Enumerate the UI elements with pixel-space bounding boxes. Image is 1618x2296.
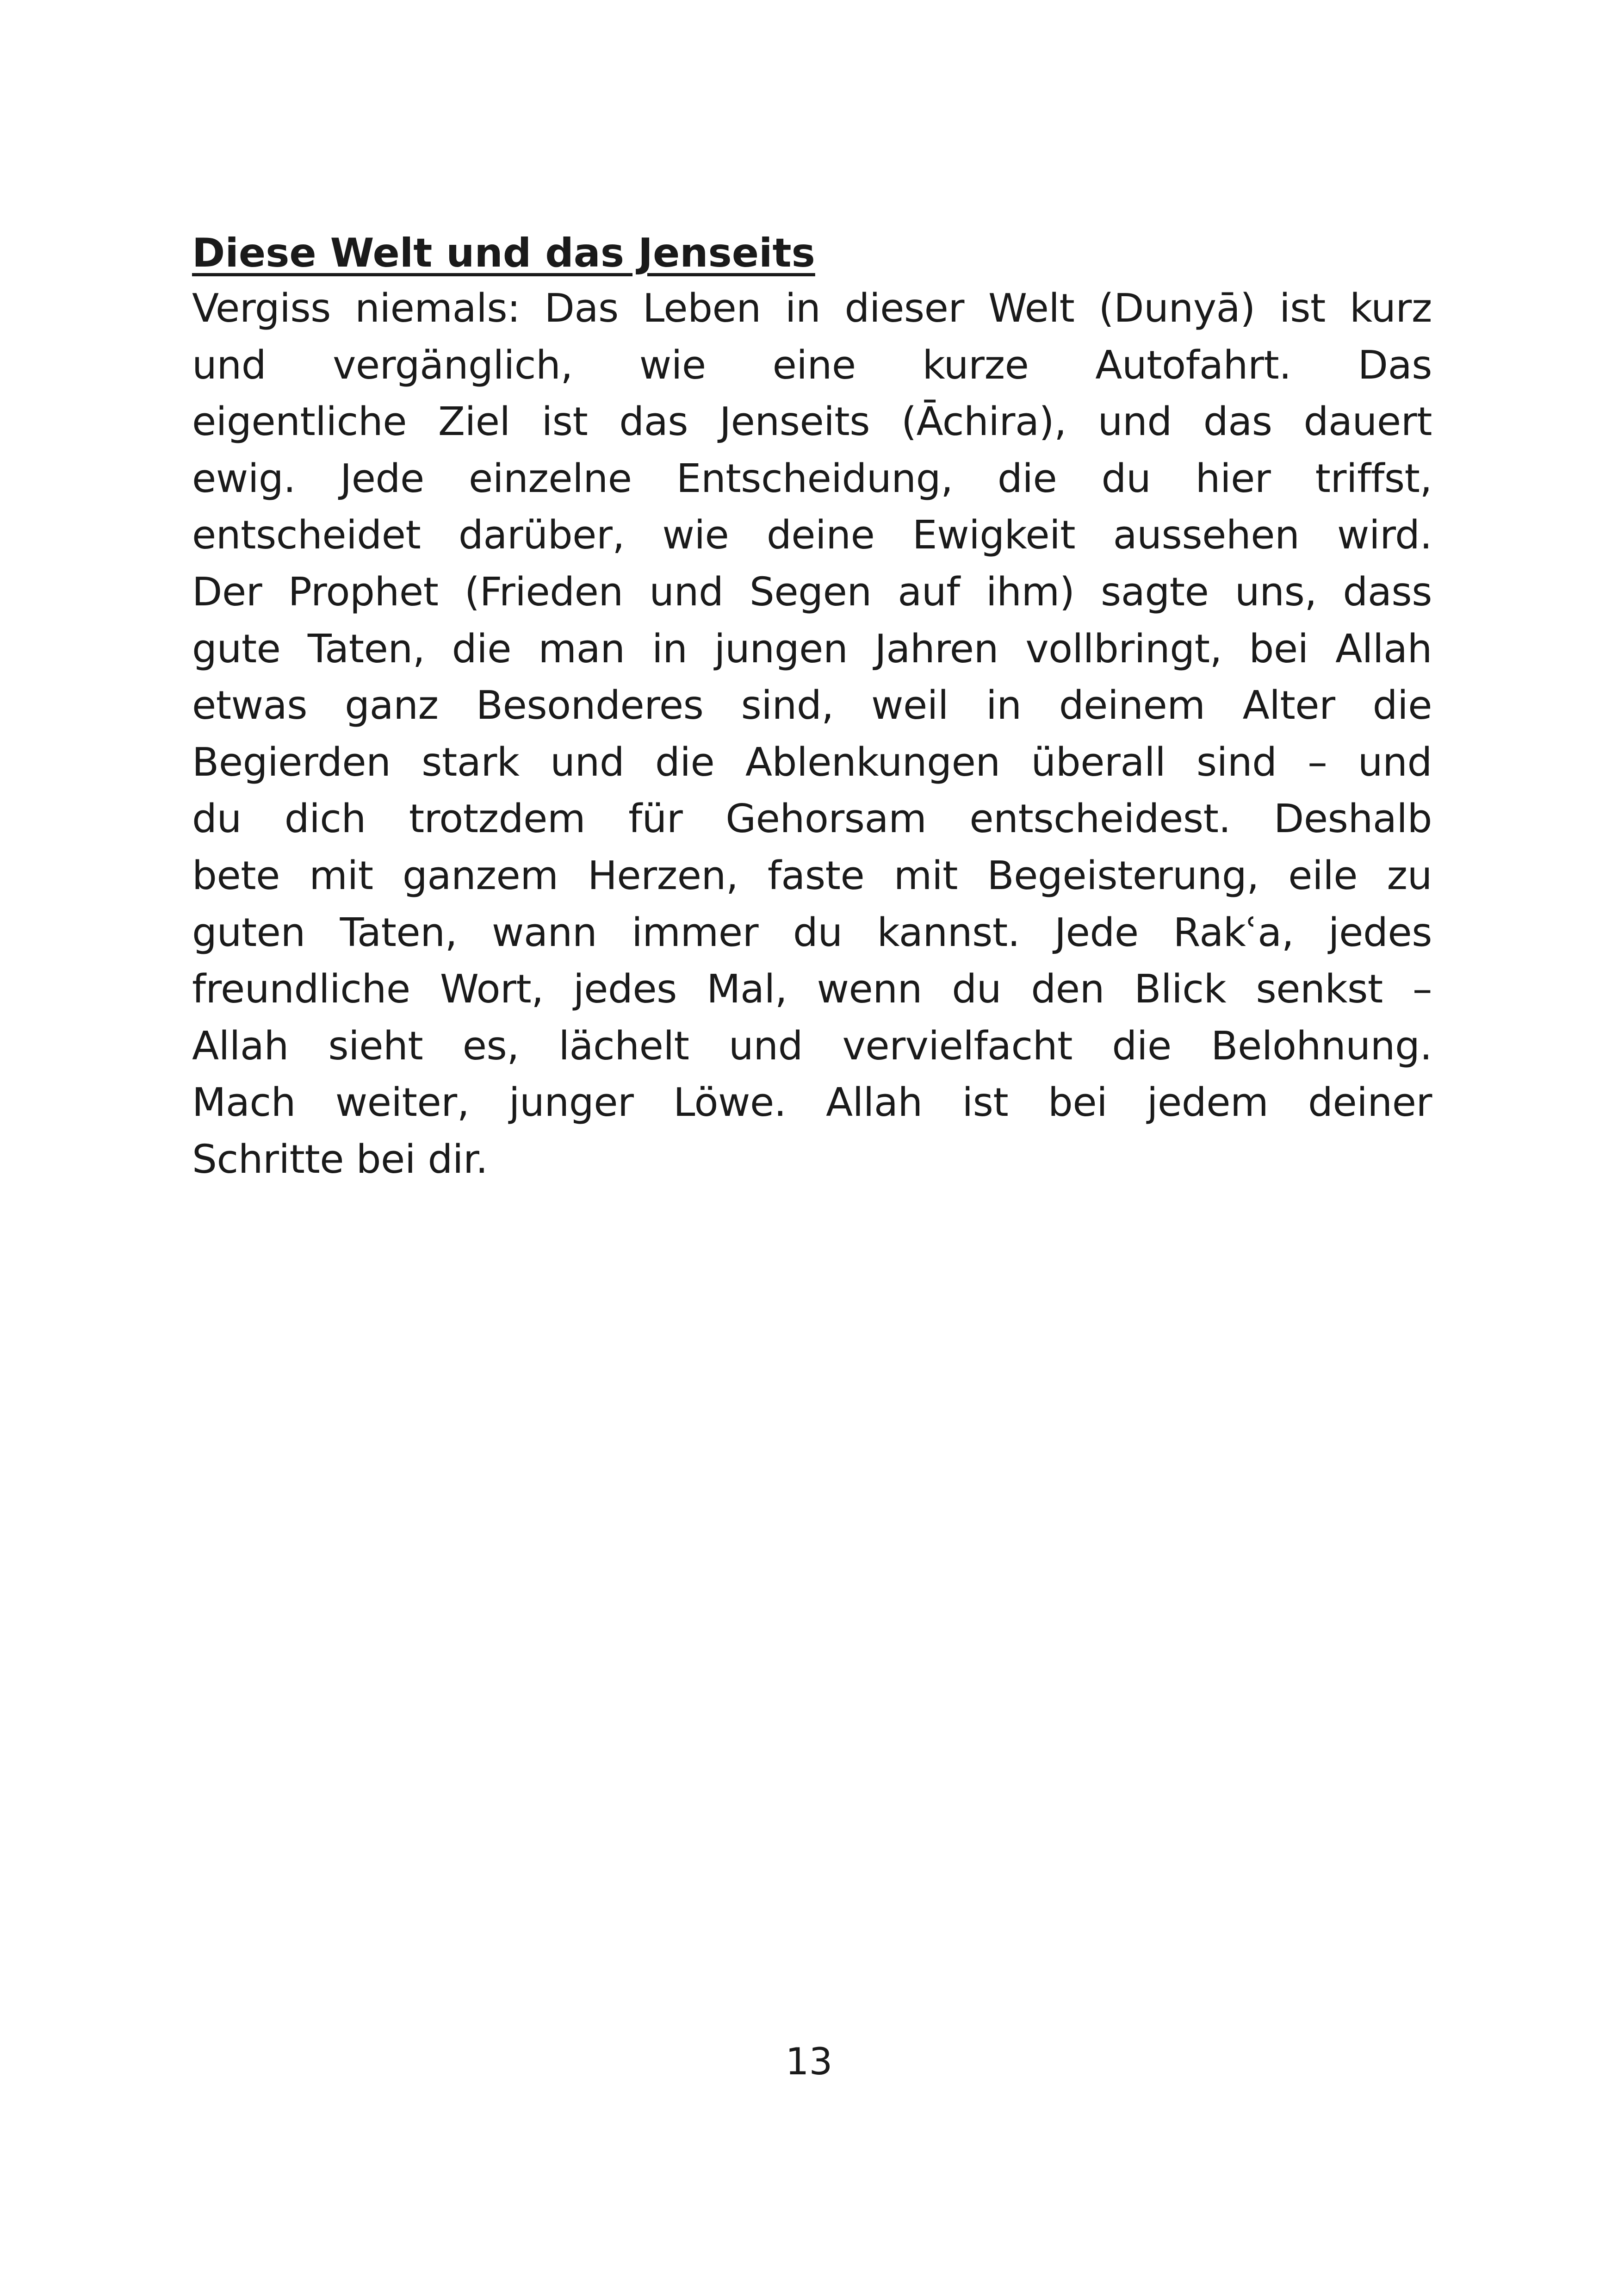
- text-line: eigentliche Ziel ist das Jenseits (Āchira), und das dauert: [192, 399, 1432, 445]
- text-line: bete mit ganzem Herzen, faste mit Begeisterung, eile zu: [192, 852, 1432, 899]
- text-line: etwas ganz Besonderes sind, weil in deinem Alter die: [192, 683, 1432, 729]
- page-number: 13: [785, 2040, 833, 2083]
- body-paragraph: [192, 280, 1432, 1188]
- section-title: Diese Welt und das Jenseits: [192, 230, 815, 276]
- text-line: gute Taten, die man in jungen Jahren vollbringt, bei Allah: [192, 626, 1432, 672]
- text-line: du dich trotzdem für Gehorsam entscheidest. Deshalb: [192, 796, 1432, 842]
- text-line: Der Prophet (Frieden und Segen auf ihm) sagte uns, dass: [192, 569, 1432, 615]
- text-line: entscheidet darüber, wie deine Ewigkeit aussehen wird.: [192, 512, 1432, 559]
- text-line: Vergiss niemals: Das Leben in dieser Welt (Dunyā) ist kurz: [192, 286, 1432, 331]
- text-line: und vergänglich, wie eine kurze Autofahrt. Das: [192, 342, 1432, 388]
- text-line: Allah sieht es, lächelt und vervielfacht die Belohnung.: [192, 1023, 1432, 1069]
- text-line: ewig. Jede einzelne Entscheidung, die du hier triffst,: [192, 455, 1432, 502]
- text-line: Mach weiter, junger Löwe. Allah ist bei jedem deiner: [192, 1080, 1432, 1126]
- text-line: freundliche Wort, jedes Mal, wenn du den Blick senkst –: [192, 966, 1432, 1013]
- text-line: guten Taten, wann immer du kannst. Jede Rakʿa, jedes: [192, 909, 1432, 956]
- text-line: Schritte bei dir.: [192, 1136, 488, 1182]
- text-line: Begierden stark und die Ablenkungen überall sind – und: [192, 739, 1432, 785]
